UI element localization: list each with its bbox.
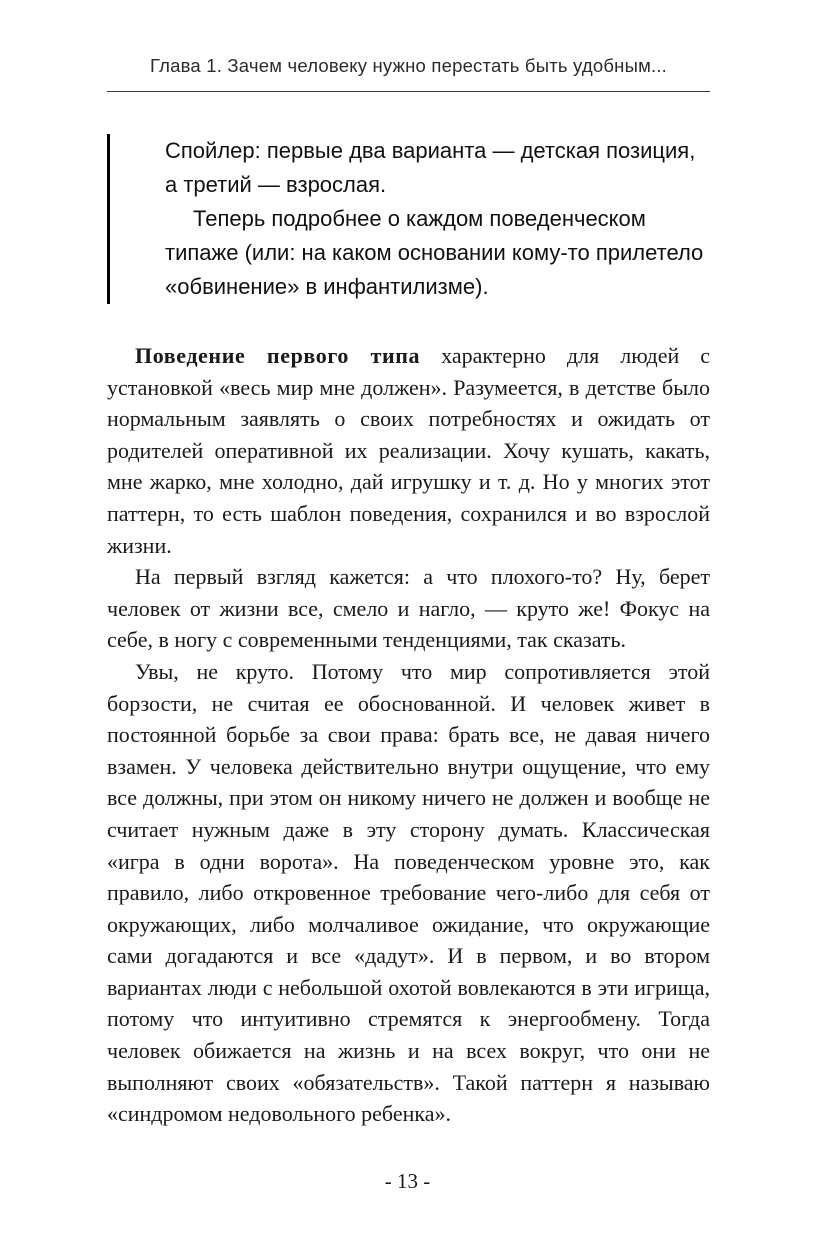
body-paragraph: Поведение первого типа характерно для людей с установкой «весь мир мне должен». Разумеется, в детстве было нормальным заявлять о своих потребностях и ожидать от родителей оперативной их реализации. Хочу кушать, какать, мне жарко, мне холодно, дай игрушку и т. д. Но у многих этот паттерн, то есть шаблон поведения, сохранился и во взрослой жизни. xyxy=(107,343,711,558)
body-paragraph: Увы, не круто. Потому что мир сопротивляется этой борзости, не считая ее обоснованной. И человек живет в постоянной борьбе за свои права: брать все, не давая ничего взамен. У человека действительно внутри ощущение, что ему все должны, при этом он никому ничего не должен и вообще не считает нужным даже в эту сторону думать. Классическая «игра в одни ворота». На поведенческом уровне это, как правило, либо откровенное требование чего-либо для себя от окружающих, либо молчаливое ожидание, что окружающие сами догадаются и все «дадут». И в первом, и во втором вариантах люди с небольшой охотой вовлекаются в эти игрища, потому что интуитивно стремятся к энергообмену. Тогда человек обижается на жизнь и на всех вокруг, что они не выполняют своих «обязательств». Такой паттерн я называю «синдромом недовольного ребенка». xyxy=(107,658,710,1127)
page-footer xyxy=(0,1169,815,1194)
header-rule xyxy=(107,91,710,92)
body-text xyxy=(107,340,710,1130)
chapter-header: Глава 1. Зачем человеку нужно перестать быть удобным... xyxy=(149,55,668,76)
spoiler-quote xyxy=(107,134,710,304)
running-header xyxy=(107,55,710,92)
bold-lead: Поведение первого типа xyxy=(135,343,421,368)
quote-paragraph: Спойлер: первые два варианта — детская позиция, а третий — взрослая. xyxy=(165,138,696,197)
quote-paragraph: Теперь подробнее о каждом поведенческом типаже (или: на каком основании кому-то прилетело «обвинение» в инфантилизме). xyxy=(165,206,704,299)
body-paragraph: На первый взгляд кажется: а что плохого-то? Ну, берет человек от жизни все, смело и нагло, — круто же! Фокус на себе, в ногу с современными тенденциями, так сказать. xyxy=(107,564,710,653)
page-number: - 13 - xyxy=(384,1169,431,1193)
